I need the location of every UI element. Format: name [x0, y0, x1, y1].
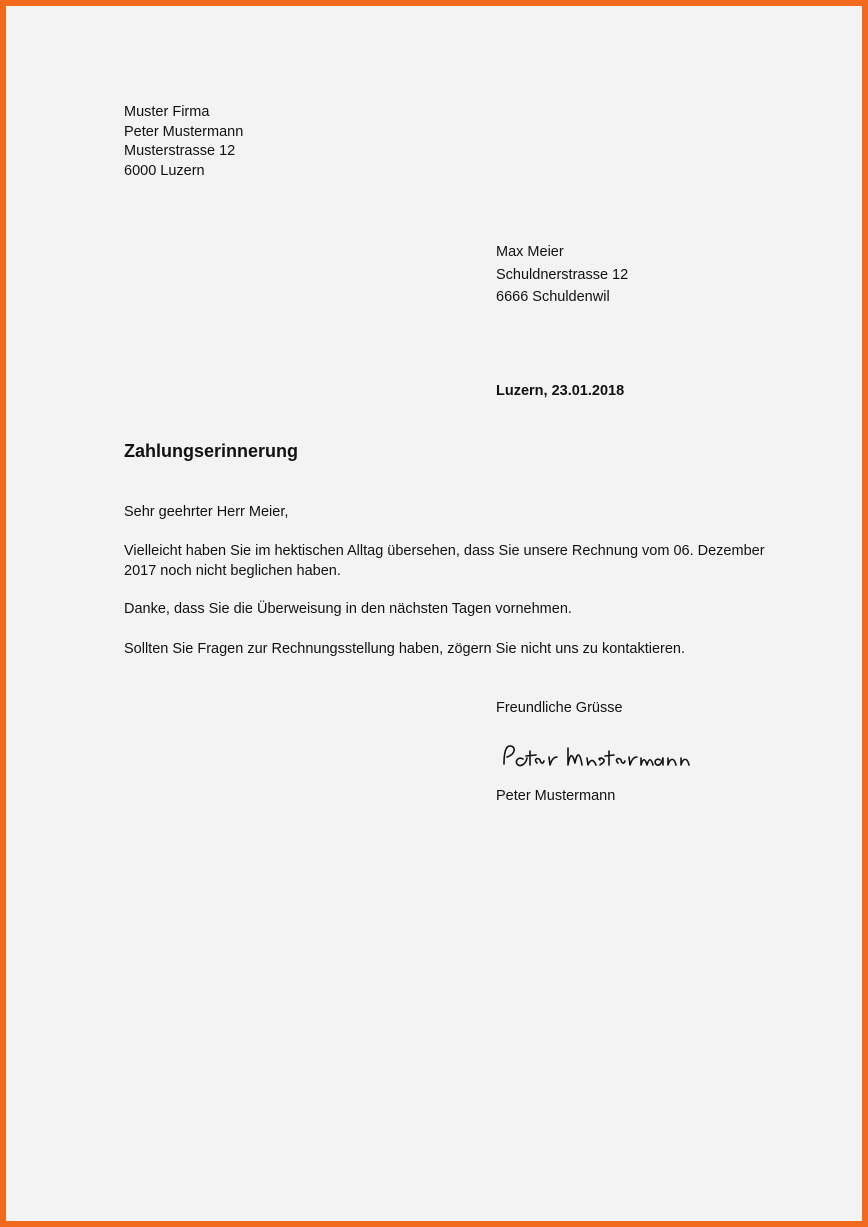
letter-subject: Zahlungserinnerung [124, 441, 299, 461]
recipient-address [496, 241, 628, 309]
closing-line: Freundliche Grüsse [496, 700, 623, 716]
salutation: Sehr geehrter Herr Meier, [124, 504, 289, 520]
sender-city: 6000 Luzern [124, 163, 205, 180]
recipient-city: 6666 Schuldenwil [496, 289, 610, 305]
recipient-street: Schuldnerstrasse 12 [496, 266, 629, 283]
sender-address [124, 103, 243, 182]
recipient-name: Max Meier [496, 244, 564, 260]
signer-name: Peter Mustermann [496, 788, 616, 804]
paragraph-3: Sollten Sie Fragen zur Rechnungsstellung haben, zögern Sie nicht uns zu kontaktieren. [124, 641, 686, 657]
sender-street: Musterstrasse 12 [124, 143, 236, 160]
sender-company: Muster Firma [124, 104, 210, 120]
date-line: Luzern, 23.01.2018 [496, 383, 625, 399]
handwritten-signature [496, 740, 706, 776]
paragraph-2: Danke, dass Sie die Überweisung in den nächsten Tagen vornehmen. [124, 601, 572, 617]
sender-name: Peter Mustermann [124, 123, 244, 140]
paragraph-1: Vielleicht haben Sie im hektischen Alltag übersehen, dass Sie unsere Rechnung vom 06. Dezember 2017 noch nicht beglichen haben. [124, 543, 765, 579]
